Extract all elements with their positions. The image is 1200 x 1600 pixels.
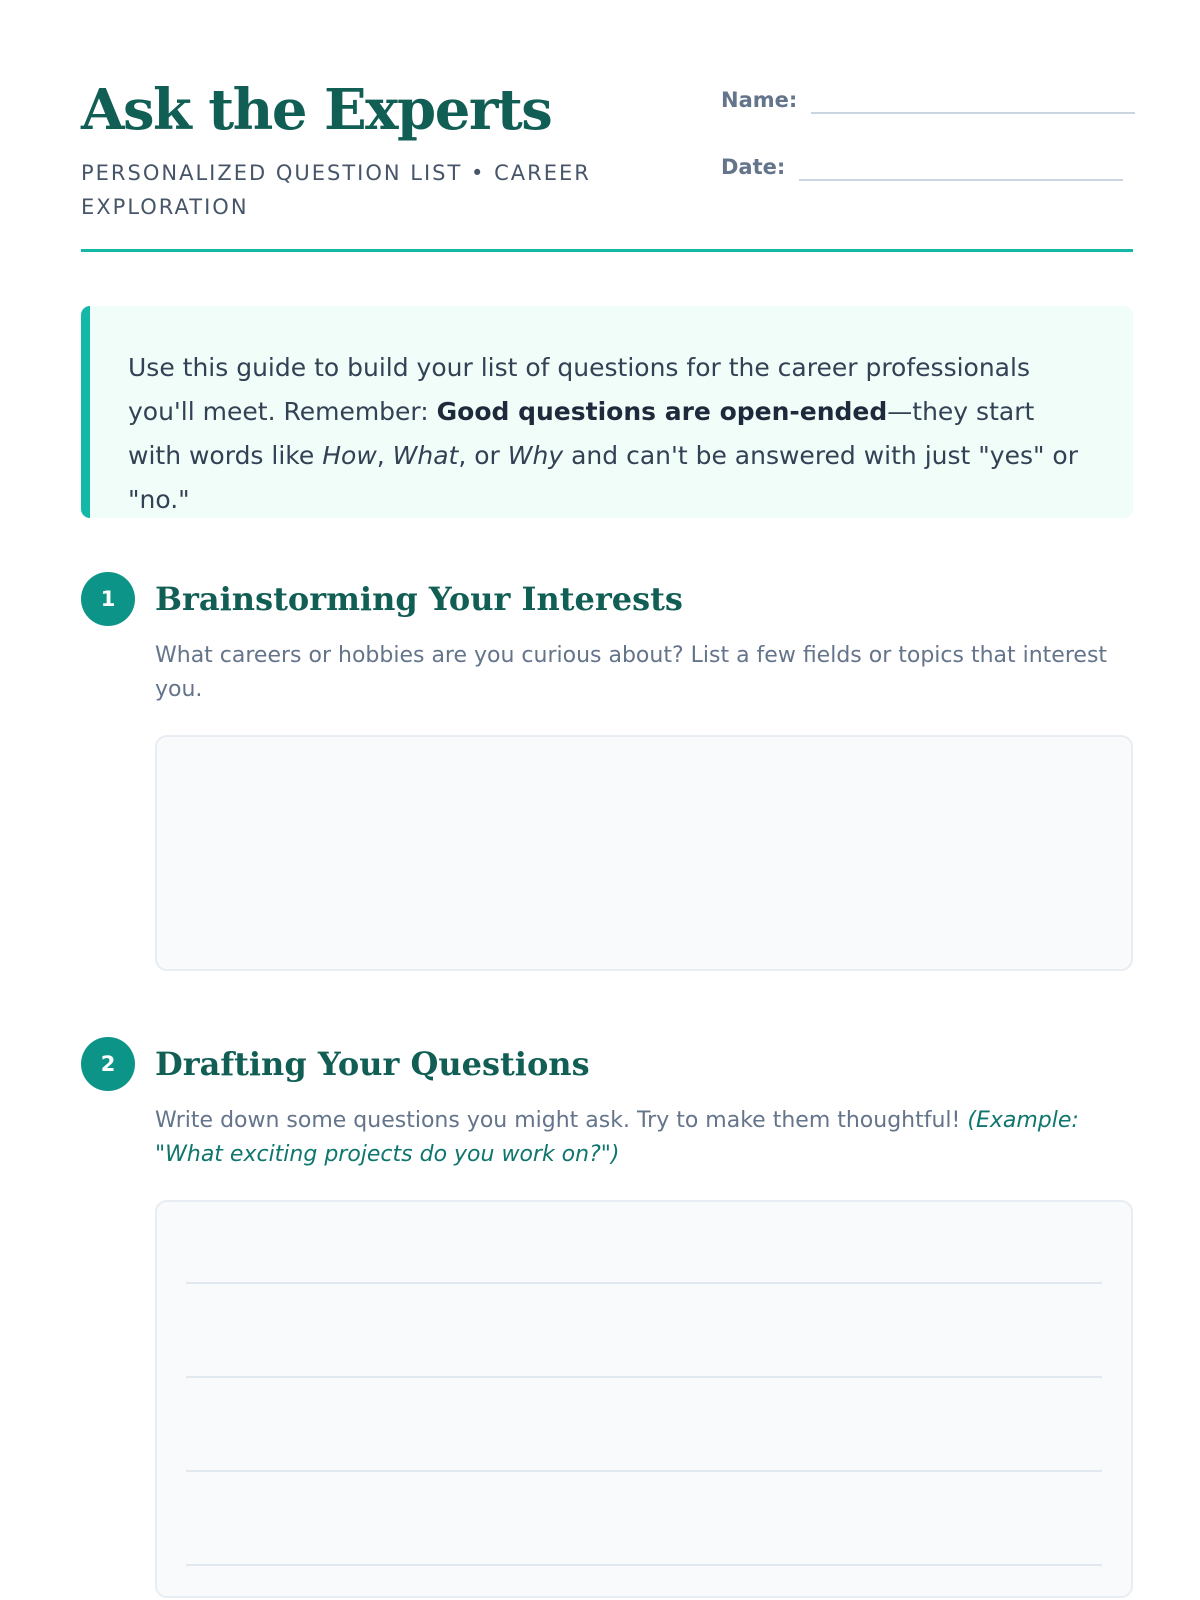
date-field bbox=[721, 153, 1123, 181]
name-input-line[interactable] bbox=[811, 112, 1135, 114]
intro-text-part3: and can't be answered with just "yes" or "no." bbox=[128, 441, 1079, 514]
name-label: Name: bbox=[721, 88, 798, 112]
date-label: Date: bbox=[721, 155, 786, 179]
date-input-line[interactable] bbox=[799, 179, 1123, 181]
section-number-badge: 2 bbox=[81, 1037, 135, 1091]
worksheet-page bbox=[81, 0, 1133, 1167]
page-title: Ask the Experts bbox=[81, 77, 552, 143]
intro-word-why: Why bbox=[507, 441, 564, 470]
section-example-text: (Example: "What exciting projects do you work on?") bbox=[155, 1108, 1079, 1167]
intro-sep1: , bbox=[376, 441, 393, 470]
section-description bbox=[155, 639, 1125, 707]
section-description bbox=[155, 1104, 1125, 1172]
intro-text-part1: Use this guide to build your list of questions for the career professionals you'll meet. Remember: bbox=[128, 353, 1030, 426]
name-field bbox=[721, 86, 1135, 114]
intro-text-part2: —they start with words like bbox=[128, 397, 1035, 470]
intro-text bbox=[128, 346, 1093, 522]
writing-line bbox=[186, 1376, 1102, 1378]
page-subtitle: PERSONALIZED QUESTION LIST • CAREER EXPLORATION bbox=[81, 161, 591, 219]
section-number-badge: 1 bbox=[81, 572, 135, 626]
writing-line bbox=[186, 1564, 1102, 1566]
intro-word-what: What bbox=[392, 441, 459, 470]
questions-answer-box[interactable] bbox=[155, 1200, 1133, 1598]
intro-callout bbox=[81, 306, 1133, 518]
section-description-text: Write down some questions you might ask. Try to make them thoughtful! bbox=[155, 1108, 968, 1133]
writing-line bbox=[186, 1470, 1102, 1472]
worksheet-header bbox=[81, 0, 1133, 252]
writing-line bbox=[186, 1282, 1102, 1284]
section-title: Brainstorming Your Interests bbox=[155, 580, 683, 618]
header-divider bbox=[81, 249, 1133, 252]
intro-word-how: How bbox=[322, 441, 377, 470]
interests-answer-box[interactable] bbox=[155, 735, 1133, 971]
intro-sep2: , or bbox=[458, 441, 508, 470]
intro-bold-emphasis: Good questions are open-ended bbox=[436, 397, 888, 426]
section-description-text: What careers or hobbies are you curious about? List a few fields or topics that interest you. bbox=[155, 643, 1108, 702]
section-title: Drafting Your Questions bbox=[155, 1045, 590, 1083]
